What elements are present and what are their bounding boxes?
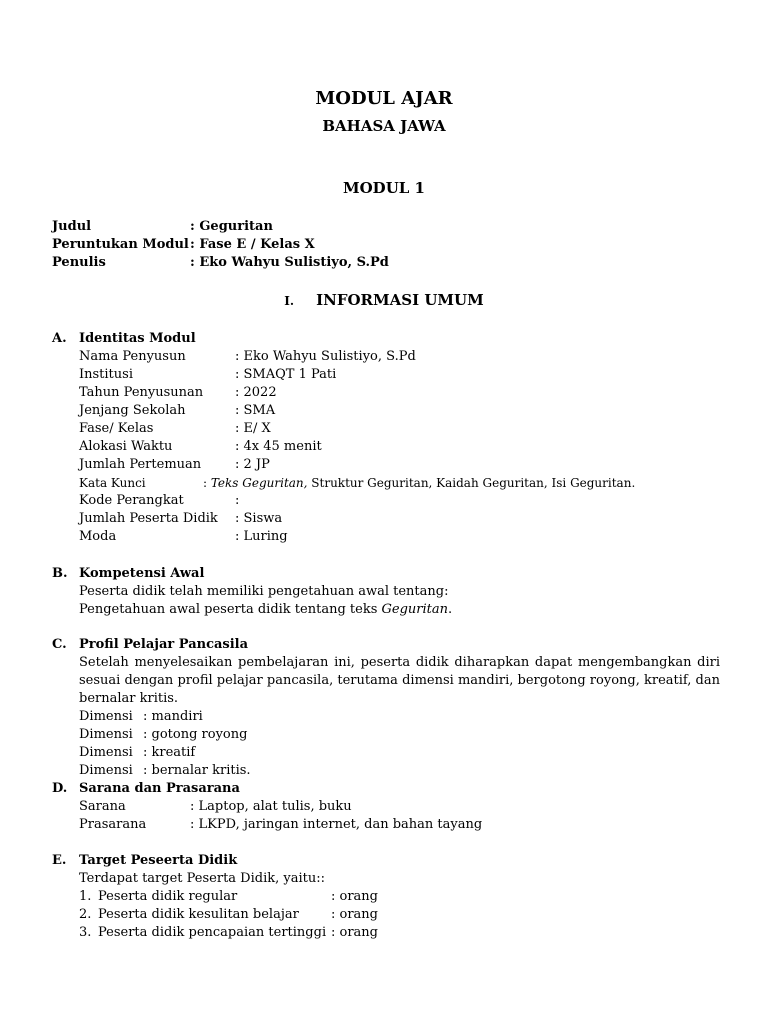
identity-key: Alokasi Waktu (79, 439, 173, 454)
section-c-title: Profil Pelajar Pancasila (79, 637, 249, 652)
identity-row (79, 456, 720, 474)
section-b-kompetensi-awal (52, 565, 720, 619)
section-d-title: Sarana dan Prasarana (79, 781, 240, 796)
target-number: 1. (79, 889, 92, 904)
dimensi-row (79, 708, 720, 726)
target-intro: Terdapat target Peserta Didik, yaitu:: (79, 871, 325, 886)
identity-value: : 2 JP (235, 457, 270, 472)
identity-value: : (235, 493, 240, 508)
sarana-value: : Laptop, alat tulis, buku (190, 799, 352, 814)
section-b-letter: B. (52, 566, 68, 581)
document-title: MODUL AJAR (315, 88, 453, 109)
sarana-row (79, 816, 720, 834)
identity-key: Nama Penyusun (79, 349, 186, 364)
section-a-letter: A. (52, 331, 67, 346)
identity-key: Jenjang Sekolah (79, 403, 186, 418)
identity-value (203, 474, 635, 492)
identity-row (79, 492, 720, 510)
target-number: 2. (79, 907, 92, 922)
colon: : (203, 476, 211, 490)
dimensi-key: Dimensi (79, 745, 133, 760)
identity-value: : SMA (235, 403, 276, 418)
section-a-heading (52, 330, 720, 348)
identity-row (79, 402, 720, 420)
identity-key: Jumlah Pertemuan (79, 457, 202, 472)
target-value: : orang (331, 907, 378, 922)
kompetensi-end: . (448, 602, 453, 617)
dimensi-key: Dimensi (79, 727, 133, 742)
keyword-italic: Teks Geguritan, (210, 476, 308, 490)
section-title: INFORMASI UMUM (316, 291, 484, 309)
profil-paragraph: Setelah menyelesaikan pembelajaran ini, peserta didik diharapkan dapat mengembangkan diri sesuai dengan profil pelajar pancasila, terutama dimensi mandiri, bergotong royong, kreatif, dan bernalar kritis. (79, 655, 720, 706)
section-c-letter: C. (52, 637, 67, 652)
target-label: Peserta didik kesulitan belajar (98, 907, 299, 922)
identity-key: Moda (79, 529, 117, 544)
meta-key: Peruntukan Modul (52, 237, 189, 252)
identity-row (79, 348, 720, 366)
identity-value: : 4x 45 menit (235, 439, 322, 454)
section-heading (0, 291, 768, 310)
dimensi-key: Dimensi (79, 763, 133, 778)
target-item (79, 888, 720, 906)
target-label: Peserta didik regular (98, 889, 238, 904)
section-a-title: Identitas Modul (79, 331, 196, 346)
target-number: 3. (79, 925, 92, 940)
dimensi-row (79, 726, 720, 744)
section-b-title: Kompetensi Awal (79, 566, 205, 581)
meta-key: Judul (52, 219, 92, 234)
dimensi-value: : bernalar kritis. (143, 763, 251, 778)
module-number: MODUL 1 (343, 179, 425, 197)
dimensi-row (79, 744, 720, 762)
dimensi-row (79, 762, 720, 780)
section-e-letter: E. (52, 853, 67, 868)
identity-key: Kata Kunci (79, 476, 146, 490)
target-value: : orang (331, 925, 378, 940)
section-a-identitas-modul (52, 330, 720, 546)
identity-row-kata-kunci (79, 474, 720, 492)
identity-key: Institusi (79, 367, 133, 382)
section-number: I. (284, 294, 295, 308)
meta-value: : Geguritan (190, 219, 273, 234)
section-e-target-peserta (52, 852, 720, 942)
identity-key: Fase/ Kelas (79, 421, 154, 436)
keyword-rest: Struktur Geguritan, Kaidah Geguritan, Isi Geguritan. (307, 476, 636, 490)
section-e-title: Target Peseerta Didik (79, 853, 238, 868)
meta-value: : Fase E / Kelas X (190, 237, 315, 252)
section-d-letter: D. (52, 781, 68, 796)
target-label: Peserta didik pencapaian tertinggi (98, 925, 327, 940)
kompetensi-italic: Geguritan (381, 602, 448, 617)
identity-value: : 2022 (235, 385, 277, 400)
section-c-heading (52, 636, 720, 654)
target-value: : orang (331, 889, 378, 904)
identity-value: : Eko Wahyu Sulistiyo, S.Pd (235, 349, 416, 364)
kompetensi-line (79, 601, 720, 619)
section-d-sarana-prasarana (52, 780, 720, 834)
identity-row (79, 420, 720, 438)
section-d-heading (52, 780, 720, 798)
identity-value: : Siswa (235, 511, 283, 526)
identity-row (79, 384, 720, 402)
dimensi-value: : gotong royong (143, 727, 248, 742)
identity-row (79, 528, 720, 546)
sarana-key: Prasarana (79, 817, 147, 832)
identity-row (79, 366, 720, 384)
identity-key: Tahun Penyusunan (79, 385, 204, 400)
meta-key: Penulis (52, 255, 106, 270)
section-e-heading (52, 852, 720, 870)
document-subtitle: BAHASA JAWA (322, 117, 446, 135)
sarana-row (79, 798, 720, 816)
dimensi-value: : kreatif (143, 745, 196, 760)
target-item (79, 906, 720, 924)
section-c-profil-pelajar (52, 636, 720, 780)
dimensi-key: Dimensi (79, 709, 133, 724)
identity-value: : Luring (235, 529, 288, 544)
identity-key: Jumlah Peserta Didik (79, 511, 218, 526)
identity-key: Kode Perangkat (79, 493, 184, 508)
kompetensi-text: Pengetahuan awal peserta didik tentang teks (79, 602, 382, 617)
meta-value: : Eko Wahyu Sulistiyo, S.Pd (190, 255, 389, 270)
section-b-heading (52, 565, 720, 583)
kompetensi-line: Peserta didik telah memiliki pengetahuan awal tentang: (79, 584, 449, 599)
identity-row (79, 510, 720, 528)
target-item (79, 924, 720, 942)
identity-value: : E/ X (235, 421, 271, 436)
sarana-key: Sarana (79, 799, 126, 814)
dimensi-value: : mandiri (143, 709, 203, 724)
identity-value: : SMAQT 1 Pati (235, 367, 337, 382)
sarana-value: : LKPD, jaringan internet, dan bahan tayang (190, 817, 483, 832)
identity-row (79, 438, 720, 456)
